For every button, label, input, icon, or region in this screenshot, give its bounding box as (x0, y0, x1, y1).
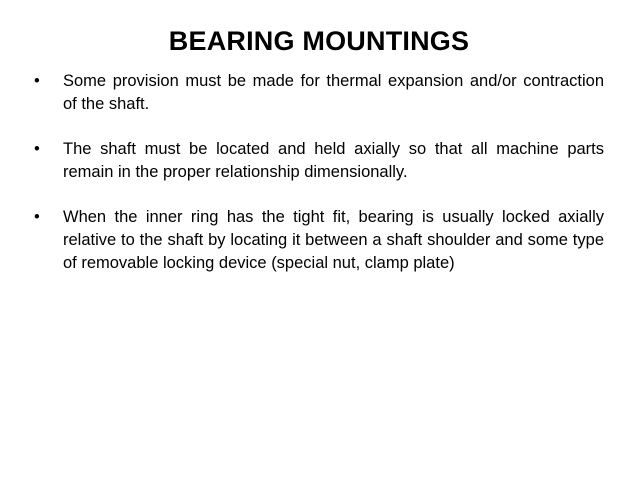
bullet-item (34, 206, 604, 275)
slide-title: BEARING MOUNTINGS (168, 26, 470, 56)
bullet-icon: • (34, 72, 40, 90)
bullet-text: Some provision must be made for thermal expansion and/or contraction of the shaft. (63, 72, 604, 113)
bullet-text: The shaft must be located and held axially so that all machine parts remain in the proper relationship dimensionally. (63, 140, 604, 181)
bullet-icon: • (34, 208, 40, 226)
bullet-list (34, 70, 604, 297)
bullet-item (34, 138, 604, 184)
bullet-icon: • (34, 140, 40, 158)
bullet-item (34, 70, 604, 116)
bullet-text: When the inner ring has the tight fit, bearing is usually locked axially relative to the shaft by locating it between a shaft shoulder and some type of removable locking device (special nut, clamp plate) (63, 208, 604, 272)
